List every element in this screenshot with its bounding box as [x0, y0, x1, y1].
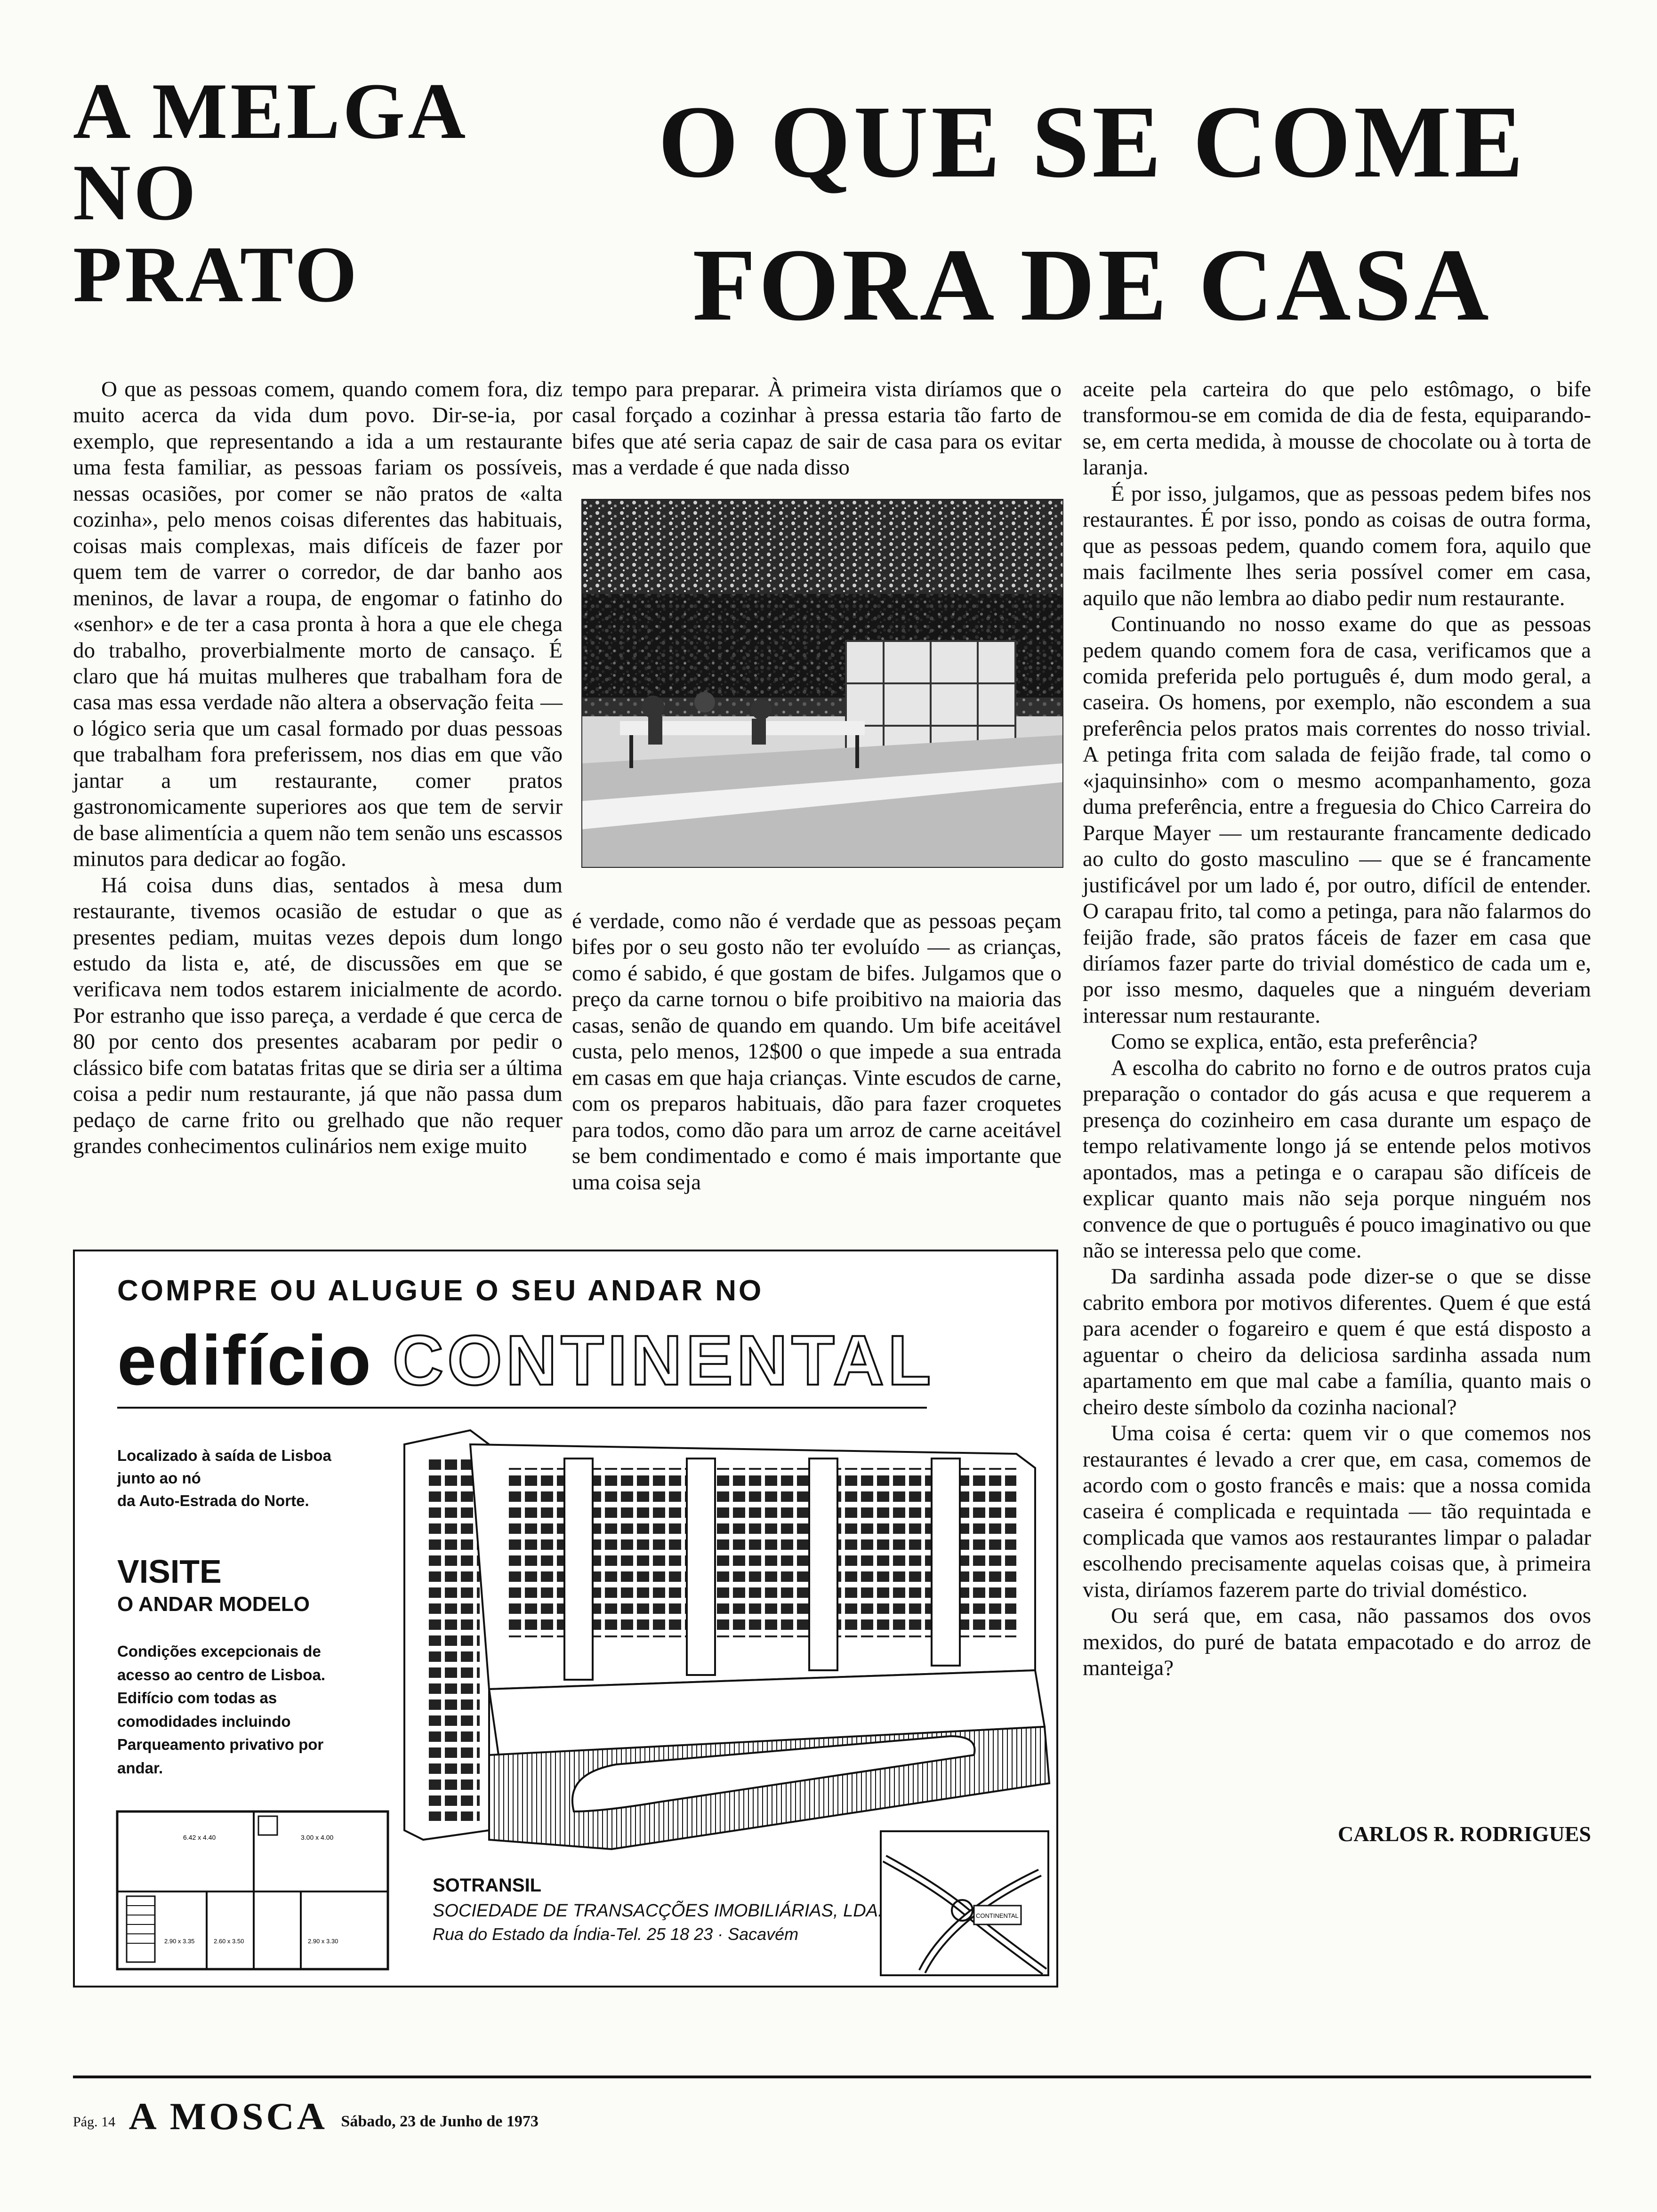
headline-left: [73, 67, 544, 319]
paragraph: A escolha do cabrito no forno e de outros pratos cuja preparação o contador do gás acusa e que requerem a presença do cozinheiro em casa durante um espaço de tempo relativamente longo já se entende pelos motivos apontados, mas a petinga e o carapau são difíceis de explicar quanto mais não seja porque ninguém nos convence de que o português é pouco imaginativo ou que não se interessa pelo que come.: [1083, 1055, 1591, 1263]
headline-left-line: NO: [73, 148, 199, 237]
plan-label: 2.60 x 3.50: [214, 1938, 244, 1945]
paragraph: Como se explica, então, esta preferência?: [1111, 1029, 1478, 1054]
ad-location-line: Localizado à saída de Lisboa: [117, 1447, 331, 1464]
ad-company: SOTRANSIL: [433, 1875, 542, 1896]
ad-condition-line: Condições excepcionais de: [117, 1643, 321, 1660]
article-column-2-bottom: [572, 908, 1062, 1195]
location-map: [880, 1830, 1049, 1976]
headline-left-line: PRATO: [73, 230, 360, 319]
plan-label: 2.90 x 3.30: [308, 1938, 338, 1945]
plan-label: 6.42 x 4.40: [183, 1834, 216, 1841]
paragraph: Ou será que, em casa, não passamos dos ovos mexidos, do puré de batata empacotado e do arroz de manteiga?: [1083, 1603, 1591, 1681]
photo-image: [582, 500, 1062, 867]
article-column-3: [1083, 377, 1591, 1682]
ad-company-full: SOCIEDADE DE TRANSACÇÕES IMOBILIÁRIAS, LDA.: [433, 1901, 883, 1921]
paragraph: aceite pela carteira do que pelo estômago, o bife transformou-se em comida de dia de festa, equiparando-se, em certa medida, à mousse de chocolate ou à torta de laranja.: [1083, 377, 1591, 480]
ad-address: Rua do Estado da Índia-Tel. 25 18 23 · Sacavém: [433, 1924, 799, 1944]
headline-right: [574, 71, 1610, 356]
restaurant-terrace-photo: [581, 499, 1063, 868]
publication-name: A MOSCA: [129, 2095, 328, 2138]
paragraph: Uma coisa é certa: quem vir o que comemos nos restaurantes é levado a crer que, em casa, comemos de acordo com o gosto francês e mais: que a nossa comida caseira é complicada e requintada — tão requintada e complicada que vamos aos restaurantes limpar o paladar escolhendo precisamente aquelas coisas que, à primeira vista, diríamos fazerem parte do trivial doméstico.: [1083, 1421, 1591, 1602]
map-label: CONTINENTAL: [976, 1912, 1019, 1919]
building-illustration: [395, 1426, 1054, 1859]
issue-date: Sábado, 23 de Junho de 1973: [341, 2113, 539, 2130]
article-column-2-top: [572, 377, 1062, 481]
paragraph: é verdade, como não é verdade que as pessoas peçam bifes por o seu gosto não ter evoluído — as crianças, como é sabido, é que gostam de bifes. Julgamos que o preço da carne tornou o bife proibitivo na maioria das casas, senão de quando em quando. Um bife aceitável custa, pelo menos, 12$00 o que impede a sua entrada em casas em que haja crianças. Vinte escudos de carne, com os preparos habituais, dão para fazer croquetes para todos, como dão para um arroz de carne aceitável se bem condimentado e como é mais importante que uma coisa seja: [572, 909, 1062, 1194]
advertisement: [73, 1250, 1058, 1988]
paragraph: Há coisa duns dias, sentados à mesa dum restaurante, tivemos ocasião de estudar o que as presentes pediam, muitas vezes depois dum longo estudo da lista e, até, de discussões em que se verificava nem todos estarem inicialmente de acordo. Por estranho que isso pareça, a verdade é que cerca de 80 por cento dos presentes acabaram por pedir o clássico bife com batatas fritas que se diria ser a última coisa a pedir num restaurante, já que não passa dum pedaço de carne frito ou grelhado que não requer grandes conhecimentos culinários nem exige muito: [73, 873, 563, 1159]
ad-brand: [117, 1320, 935, 1401]
ad-location-line: junto ao nó: [117, 1469, 201, 1487]
footer-rule: [73, 2076, 1591, 2078]
ad-divider: [117, 1407, 927, 1409]
paragraph: Continuando no nosso exame do que as pessoas pedem quando comem fora de casa, verificamos que a comida preferida pelo português é, dum modo geral, a caseira. Os homens, por exemplo, não escondem a sua preferência pelos pratos mais correntes do nosso trivial. A petinga frita com salada de feijão frade, tal como o «jaquinsinho» com o mesmo acompanhamento, goza duma preferência, entre a freguesia do Chico Carreira do Parque Mayer — um restaurante francamente dedicado ao culto do gosto masculino — que se é francamente justificável por um lado é, por outro, difícil de entender. O carapau frito, tal como a petinga, para não falarmos do feijão frade, são pratos fáceis de fazer em casa que diríamos fazer parte do trivial doméstico de cada um e, por isso mesmo, daqueles que a ninguém deveriam interessar num restaurante.: [1083, 612, 1591, 1028]
article-column-1: [73, 377, 563, 1160]
ad-location: [117, 1444, 400, 1512]
ad-andar-modelo: O ANDAR MODELO: [117, 1593, 310, 1616]
ad-condition-line: Parqueamento privativo por: [117, 1736, 324, 1753]
paragraph: É por isso, julgamos, que as pessoas pedem bifes nos restaurantes. É por isso, pondo as coisas de outra forma, que as pessoas pedem, quando comem fora, aquilo que mais facilmente lhes seria possível comer em casa, aquilo que não lembra ao diabo pedir num restaurante.: [1083, 481, 1591, 610]
ad-title: COMPRE OU ALUGUE O SEU ANDAR NO: [117, 1274, 764, 1307]
plan-label: 3.00 x 4.00: [301, 1834, 334, 1841]
paragraph: tempo para preparar. À primeira vista diríamos que o casal forçado a cozinhar à pressa estaria tão farto de bifes que até seria capaz de sair de casa para os evitar mas a verdade é que nada disso: [572, 377, 1062, 480]
ad-condition-line: comodidades incluindo: [117, 1712, 291, 1730]
ad-condition-line: andar.: [117, 1759, 163, 1777]
plan-label: 2.90 x 3.35: [164, 1938, 195, 1945]
ad-brand-prefix: edifício: [117, 1321, 372, 1400]
ad-brand-name: CONTINENTAL: [392, 1321, 935, 1400]
ad-condition-line: acesso ao centro de Lisboa.: [117, 1666, 325, 1683]
ad-conditions: [117, 1640, 371, 1779]
headline-right-line: FORA DE CASA: [692, 227, 1492, 342]
ad-condition-line: Edifício com todas as: [117, 1689, 277, 1707]
ad-location-line: da Auto-Estrada do Norte.: [117, 1491, 309, 1509]
ad-visite: VISITE: [117, 1553, 222, 1590]
floor-plan-drawing: [113, 1807, 395, 1974]
author-signature: CARLOS R. RODRIGUES: [1337, 1822, 1591, 1846]
headline-right-line: O QUE SE COME: [658, 84, 1527, 199]
paragraph: Da sardinha assada pode dizer-se o que se disse cabrito embora por motivos diferentes. Quem é que está para acender o fogareiro e quem é que está disposto a aguentar o cheiro da deliciosa sardinha assada num apartamento em que mal cabe a família, quanto mais o cheiro deste símbolo da cozinha nacional?: [1083, 1264, 1591, 1419]
page-footer: [73, 2094, 826, 2139]
page-number: Pág. 14: [73, 2114, 115, 2130]
paragraph: O que as pessoas comem, quando comem fora, diz muito acerca da vida dum povo. Dir-se-ia, por exemplo, que representando a ida a um restaurante uma festa familiar, as pessoas fariam os possíveis, nessas ocasiões, por comer se não pratos de «alta cozinha», pelo menos coisas diferentes das habituais, coisas mais complexas, mais difíceis de fazer por quem tem de varrer o corredor, de dar banho aos meninos, de lavar a roupa, de engomar o fatinho do «senhor» e de ter a casa pronta à hora a que ele chega do trabalho, proverbialmente morto de cansaço. É claro que há muitas mulheres que trabalham fora de casa mas essa verdade não altera a observação feita — o lógico seria que um casal formado por duas pessoas que trabalham fora preferissem, nos dias em que vão jantar a um restaurante, comer pratos gastronomicamente superiores aos que tem de servir de base alimentícia a quem não tem senão uns escassos minutos para dedicar ao fogão.: [73, 377, 563, 872]
headline-left-line: A MELGA: [73, 67, 469, 155]
